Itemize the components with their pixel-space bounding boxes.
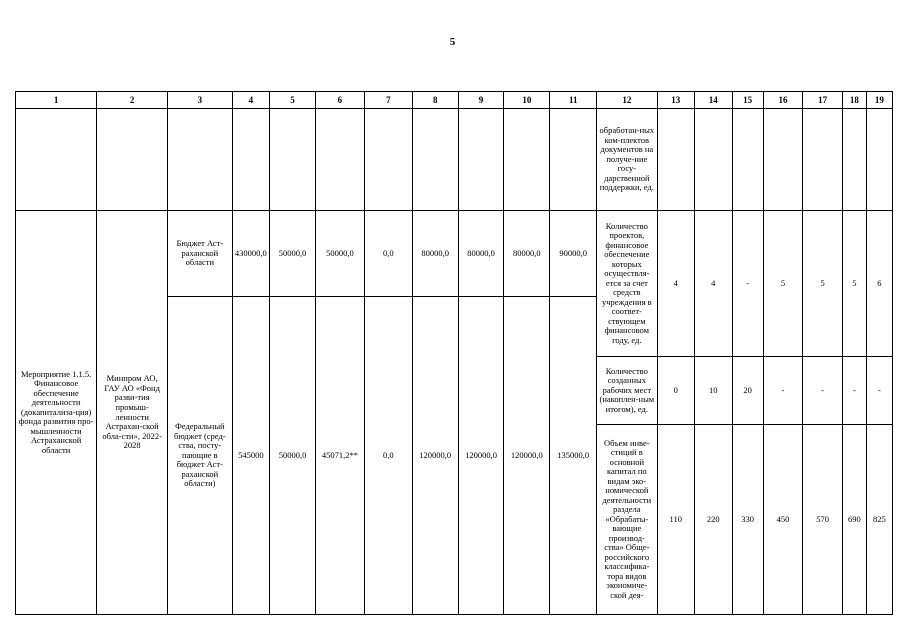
column-number: 9: [458, 92, 504, 109]
funding-value: 135000,0: [550, 297, 597, 615]
indicator-value: -: [732, 211, 763, 357]
indicator-value: 0: [657, 357, 694, 425]
empty-cell: [232, 109, 269, 211]
column-number: 8: [412, 92, 458, 109]
indicator-value: 4: [695, 211, 732, 357]
empty-cell: [412, 109, 458, 211]
indicator-name: Количество созданных рабочих мест (накоплен-ным итогом), ед.: [597, 357, 657, 425]
column-number: 6: [315, 92, 364, 109]
indicator-value: 5: [803, 211, 843, 357]
empty-cell: [458, 109, 504, 211]
measure-name: Мероприятие 1.1.5. Финансовое обеспечение деятельности (докапитализа-ция) фонда развития про-мышленности Астраханской области: [16, 211, 97, 615]
indicator-value: 450: [763, 425, 803, 615]
funding-value: 90000,0: [550, 211, 597, 297]
column-number: 14: [695, 92, 732, 109]
indicator-value: 330: [732, 425, 763, 615]
empty-cell: [657, 109, 694, 211]
program-table: [15, 91, 893, 615]
column-number: 19: [866, 92, 892, 109]
column-number: 2: [97, 92, 168, 109]
column-number: 1: [16, 92, 97, 109]
column-number: 4: [232, 92, 269, 109]
empty-cell: [364, 109, 412, 211]
indicator-value: -: [866, 357, 892, 425]
funding-value: 120000,0: [412, 297, 458, 615]
empty-cell: [270, 109, 316, 211]
column-number: 11: [550, 92, 597, 109]
column-number: 7: [364, 92, 412, 109]
column-number: 13: [657, 92, 694, 109]
empty-cell: [842, 109, 866, 211]
table-row: [16, 211, 893, 297]
empty-cell: [550, 109, 597, 211]
column-number-row: [16, 92, 893, 109]
page-number: 5: [449, 36, 456, 48]
column-number: 15: [732, 92, 763, 109]
column-number: 10: [504, 92, 550, 109]
funding-value: 120000,0: [458, 297, 504, 615]
indicator-value: 5: [763, 211, 803, 357]
empty-cell: [504, 109, 550, 211]
continuation-row: [16, 109, 893, 211]
indicator-name: обработан-ных ком-плектов документов на получе-ние госу-дарственной поддержки, ед.: [597, 109, 657, 211]
column-number: 17: [803, 92, 843, 109]
indicator-value: -: [803, 357, 843, 425]
funding-value: 50000,0: [270, 297, 316, 615]
funding-source: Федеральный бюджет (сред-ства, посту-пающие в бюджет Аст-раханской области): [168, 297, 233, 615]
indicator-value: 825: [866, 425, 892, 615]
empty-cell: [732, 109, 763, 211]
indicator-name: Объем инве-стиций в основной капитал по видам эко-номической деятельности раздела «Обрабаты-вающие производ-ства» Обще-российского классифика-тора видов экономиче-ской дея-: [597, 425, 657, 615]
indicator-name: Количество проектов, финансовое обеспечение которых осуществля-ется за счет средств учреждения в соответ-ствующем финансовом году, ед.: [597, 211, 657, 357]
empty-cell: [168, 109, 233, 211]
empty-cell: [97, 109, 168, 211]
measure-executor: Минпром АО, ГАУ АО «Фонд разви-тия промыш-ленности Астрахан-ской обла-сти», 2022-2028: [97, 211, 168, 615]
funding-value: 430000,0: [232, 211, 269, 297]
funding-value: 0,0: [364, 211, 412, 297]
empty-cell: [695, 109, 732, 211]
empty-cell: [16, 109, 97, 211]
empty-cell: [803, 109, 843, 211]
indicator-value: 20: [732, 357, 763, 425]
funding-value: 120000,0: [504, 297, 550, 615]
funding-value: 80000,0: [458, 211, 504, 297]
indicator-value: 5: [842, 211, 866, 357]
column-number: 18: [842, 92, 866, 109]
empty-cell: [315, 109, 364, 211]
indicator-value: 110: [657, 425, 694, 615]
empty-cell: [866, 109, 892, 211]
column-number: 5: [270, 92, 316, 109]
empty-cell: [763, 109, 803, 211]
column-number: 16: [763, 92, 803, 109]
funding-value: 545000: [232, 297, 269, 615]
indicator-value: 690: [842, 425, 866, 615]
indicator-value: -: [842, 357, 866, 425]
funding-value: 80000,0: [504, 211, 550, 297]
funding-value: 50000,0: [315, 211, 364, 297]
indicator-value: 4: [657, 211, 694, 357]
column-number: 12: [597, 92, 657, 109]
funding-value: 45071,2**: [315, 297, 364, 615]
indicator-value: 10: [695, 357, 732, 425]
column-number: 3: [168, 92, 233, 109]
indicator-value: 6: [866, 211, 892, 357]
funding-value: 80000,0: [412, 211, 458, 297]
indicator-value: -: [763, 357, 803, 425]
indicator-value: 220: [695, 425, 732, 615]
funding-source: Бюджет Аст-раханской области: [168, 211, 233, 297]
funding-value: 50000,0: [270, 211, 316, 297]
funding-value: 0,0: [364, 297, 412, 615]
indicator-value: 570: [803, 425, 843, 615]
